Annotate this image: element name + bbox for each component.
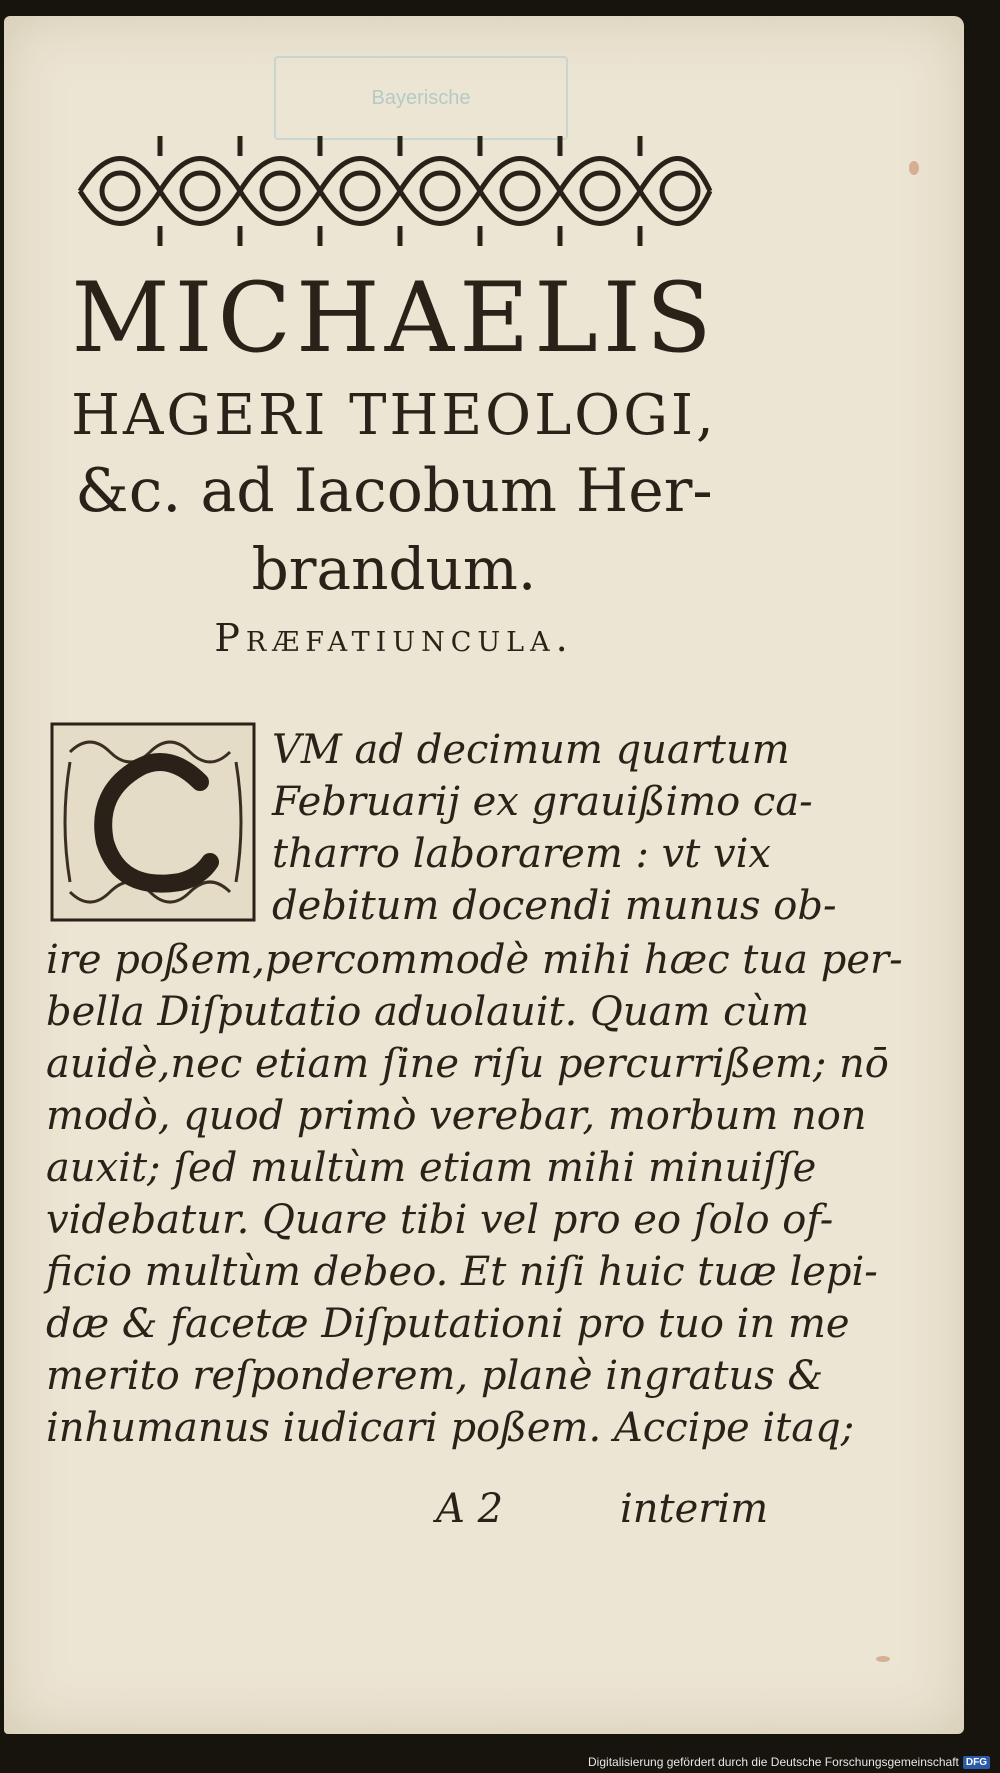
text-line: bella Diſputatio aduolauit. Quam cùm (46, 989, 810, 1035)
footer-text: Digitalisierung gefördert durch die Deutsche Forschungsgemeinschaft (588, 1755, 959, 1769)
text-line: modò, quod primò verebar, morbum non (46, 1093, 867, 1139)
book-page (4, 16, 964, 1734)
text-line: dæ & facetæ Diſputationi pro tuo in me (46, 1301, 850, 1347)
text-line: VM ad decimum quartum (272, 727, 790, 773)
text-line: tharro laborarem : vt vix (272, 831, 771, 877)
ornamental-headpiece (60, 116, 726, 266)
library-stamp: Bayerische (274, 56, 568, 140)
text-line: auxit; ſed multùm etiam mihi minuiſſe (46, 1145, 817, 1191)
signature-mark: A 2 (436, 1486, 504, 1532)
text-line: ire poßem,percommodè mihi hæc tua per- (46, 937, 903, 983)
digitization-footer (588, 1755, 990, 1769)
decorated-initial-c (50, 722, 256, 922)
text-line: merito reſponderem, planè ingratus & (46, 1353, 824, 1399)
title-line-1: MICHAELIS (71, 262, 717, 374)
text-line: inhumanus iudicari poßem. Accipe itaq; (46, 1405, 855, 1451)
title-line-3: &c. ad Iacobum Her- (75, 456, 713, 526)
title-line-4: brandum. (251, 535, 537, 603)
catchword: interim (620, 1486, 769, 1532)
dfg-logo-icon: DFG (963, 1756, 990, 1769)
title-line-2: HAGERI THEOLOGI, (71, 383, 717, 448)
section-heading: Præfatiuncula. (214, 616, 574, 660)
text-line: Februarij ex grauißimo ca- (272, 779, 813, 825)
text-line: debitum docendi munus ob- (272, 883, 837, 929)
paper-stain (909, 161, 919, 175)
paper-stain (876, 1656, 890, 1662)
text-line: auidè,nec etiam ſine riſu percurrißem; nō (46, 1041, 889, 1087)
text-line: videbatur. Quare tibi vel pro eo ſolo of- (46, 1197, 834, 1243)
text-line: ficio multùm debeo. Et niſi huic tuæ lepi- (46, 1249, 878, 1295)
